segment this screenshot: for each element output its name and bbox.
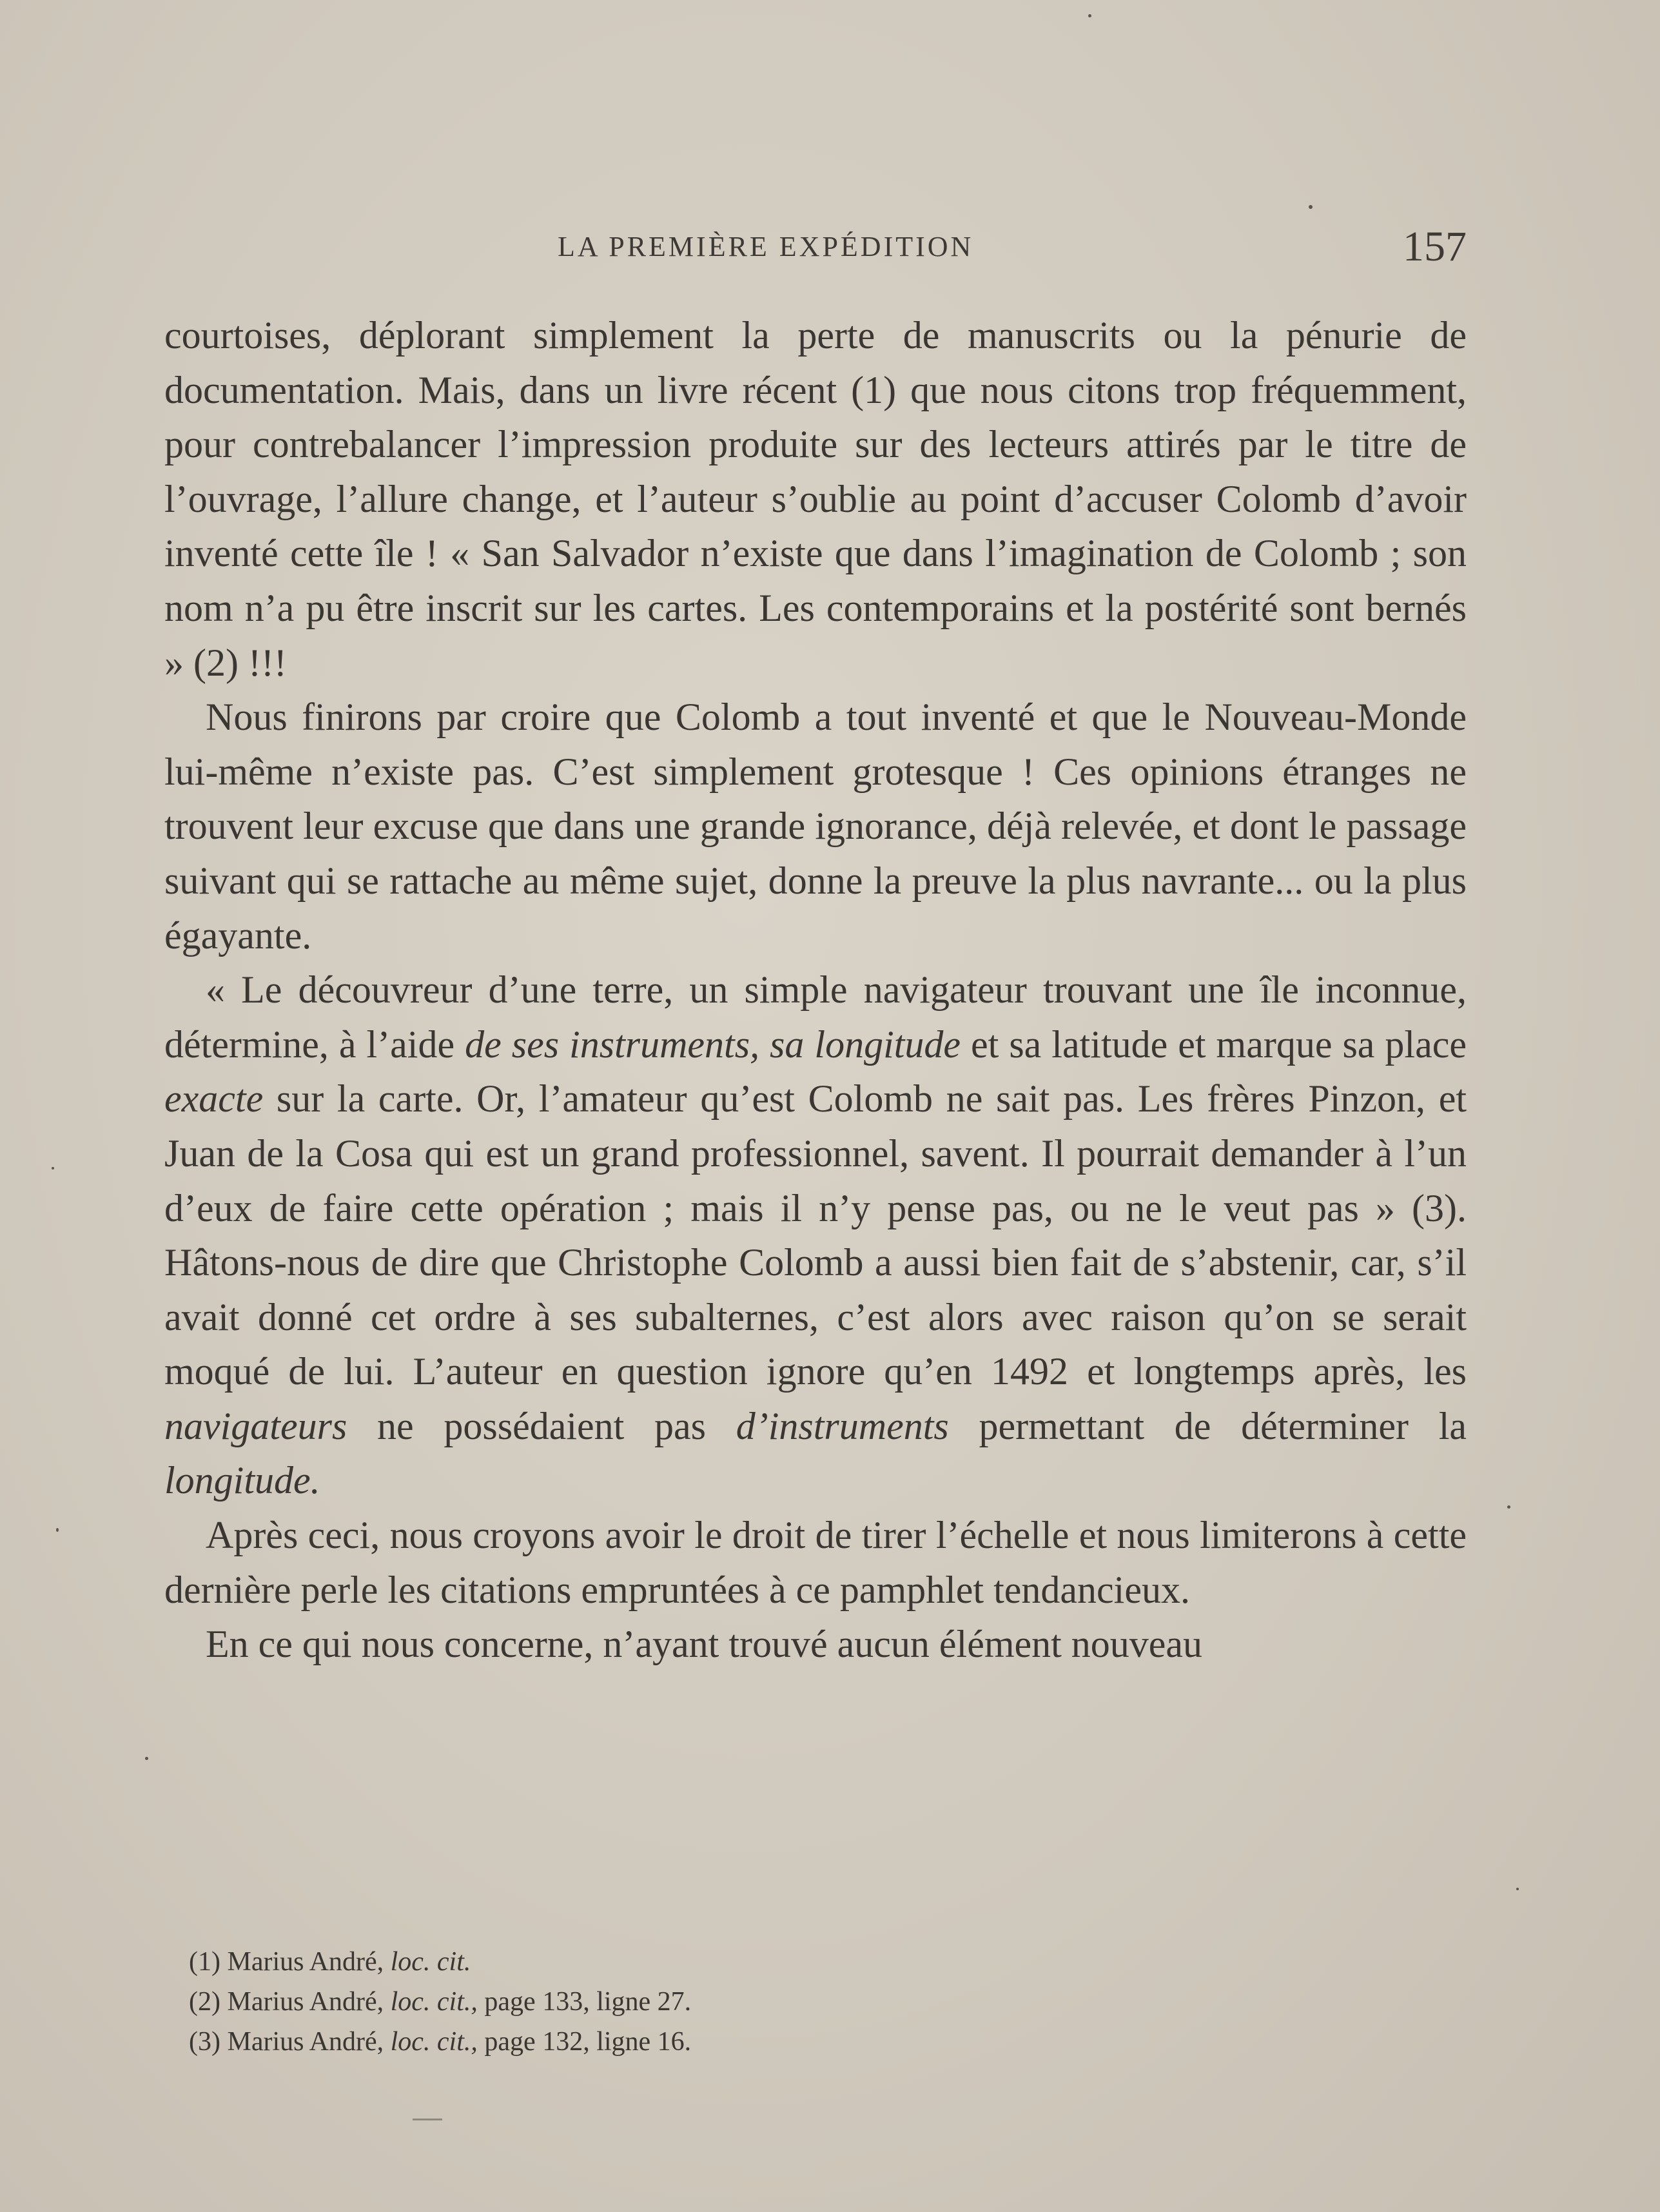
footnote [189,1942,1414,1982]
paragraph [164,308,1467,690]
text-run: page 133, ligne 27. [477,1987,692,2017]
paper-speck [1516,1888,1519,1890]
paper-speck [1088,14,1091,17]
text-run: page 132, ligne 16. [477,2027,692,2057]
italic-text: de ses instruments, sa longitude [465,1023,961,1066]
text-run: Nous finirons par croire que Colomb a tout inventé et que le Nouveau-Monde lui-même n’existe pas. C’est simplement grotesque ! Ces opinions étranges ne trouvent leur excuse que dans une grande ignorance, déjà relevée, et dont le passage suivant qui se rattache au même sujet, donne la preuve la plus navrante... ou la plus égayante. [164,696,1467,957]
running-title: LA PREMIÈRE EXPÉDITION [558,231,974,262]
page-number: 157 [1403,223,1467,270]
text-run: (2) Marius André, [189,1987,391,2017]
paragraph [164,963,1467,1508]
paper-speck [1507,1505,1510,1509]
footnotes [189,1942,1414,2062]
paper-speck [52,1167,54,1170]
text-run: et sa latitude et marque sa place [961,1023,1467,1066]
text-run: En ce qui nous concerne, n’ayant trouvé aucun élément nouveau [206,1623,1203,1666]
italic-text: loc. cit., [390,2027,478,2057]
italic-text: exacte [164,1077,264,1121]
text-run: ne possédaient pas [347,1404,736,1447]
italic-text: navigateurs [164,1404,347,1447]
text-run: (1) Marius André, [189,1947,391,1977]
paragraph [164,1617,1467,1672]
footnote [189,2022,1414,2062]
italic-text: d’instruments [736,1404,949,1447]
running-head [164,222,1467,274]
italic-text: loc. cit., [390,1987,478,2017]
paragraph [164,690,1467,963]
text-run: Après ceci, nous croyons avoir le droit de tirer l’échelle et nous limiterons à cette dernière perle les citations empruntées à ce pamphlet tendancieux. [164,1514,1467,1611]
paragraph [164,1508,1467,1617]
italic-text: longitude. [164,1459,320,1502]
text-run: courtoises, déplorant simplement la perte de manuscrits ou la pénurie de documentation. Mais, dans un livre récent (1) que nous citons trop fréquemment, pour contrebalancer l’impression produite sur des lecteurs attirés par le titre de l’ouvrage, l’allure change, et l’auteur s’oublie au point d’accuser Colomb d’avoir inventé cette île ! « San Salvador n’existe que dans l’imagination de Colomb ; son nom n’a pu être inscrit sur les cartes. Les contemporains et la postérité sont bernés » (2) !!! [164,314,1467,684]
paper-speck [145,1757,148,1760]
page-bottom-mark [413,2119,442,2120]
italic-text: loc. cit. [390,1947,471,1977]
text-run: permettant de déterminer la [948,1404,1467,1447]
body-text [164,308,1467,1672]
footnote [189,1982,1414,2022]
paper-speck [1309,205,1313,209]
text-run: sur la carte. Or, l’amateur qu’est Colomb ne sait pas. Les frères Pinzon, et Juan de la Cosa qui est un grand professionnel, savent. Il pourrait demander à l’un d’eux de faire cette opération ; mais il n’y pense pas, ou ne le veut pas » (3). Hâtons-nous de dire que Christophe Colomb a aussi bien fait de s’abstenir, car, s’il avait donné cet ordre à ses subalternes, c’est alors avec raison qu’on se serait moqué de lui. L’auteur en question ignore qu’en 1492 et longtemps après, les [164,1077,1467,1393]
text-run: « Le découvreur d’une terre, un simple navigateur trouvant une île inconnue, détermine, à l’aide [164,968,1467,1066]
paper-speck [56,1528,59,1532]
text-run: (3) Marius André, [189,2027,391,2057]
